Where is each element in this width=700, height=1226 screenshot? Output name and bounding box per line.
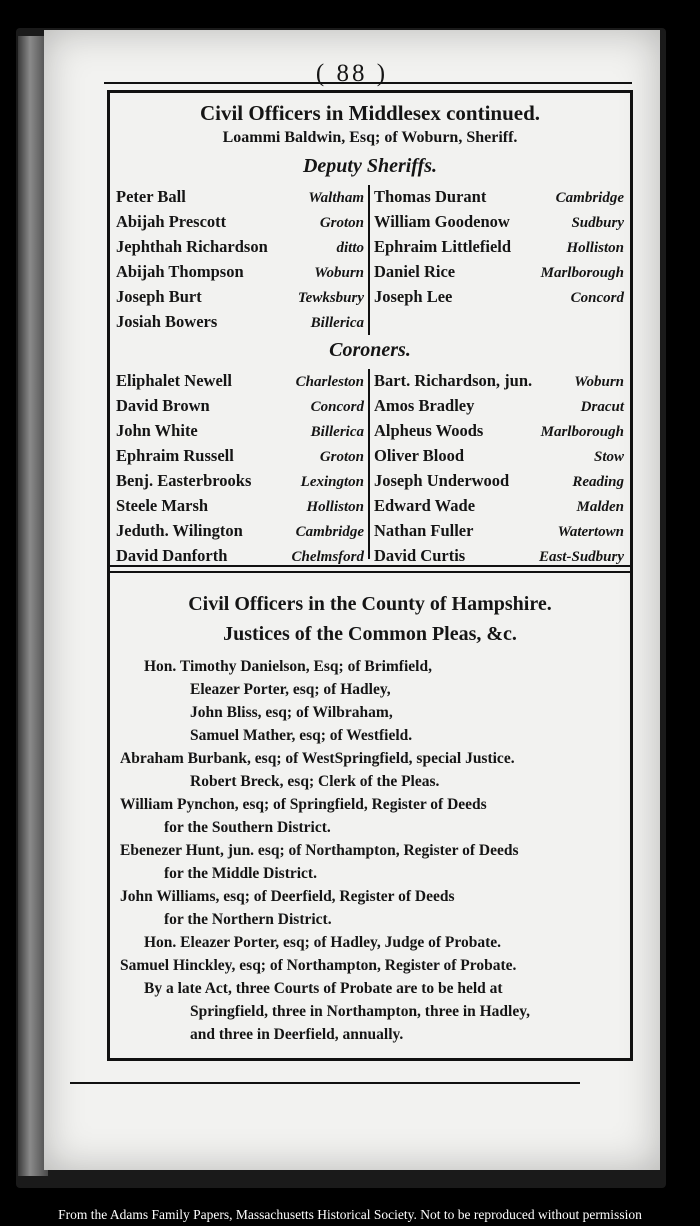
top-rule: [104, 82, 632, 84]
list-item: Jeduth. Wilington Cambridge: [116, 521, 364, 540]
hampshire-officers: [120, 655, 624, 1046]
list-item: Alpheus Woods Marlborough: [374, 421, 624, 440]
list-item: Oliver Blood Stow: [374, 446, 624, 465]
list-item: Thomas Durant Cambridge: [374, 187, 624, 206]
list-item: Eliphalet Newell Charleston: [116, 371, 364, 390]
bottom-rule: [70, 1082, 580, 1084]
list-item: Edward Wade Malden: [374, 496, 624, 515]
list-item: David Brown Concord: [116, 396, 364, 415]
list-item: Amos Bradley Dracut: [374, 396, 624, 415]
deputies-left: [116, 185, 370, 335]
officer-line: John Bliss, esq; of Wilbraham,: [190, 704, 393, 721]
list-item: Joseph Underwood Reading: [374, 471, 624, 490]
page-number: ( 88 ): [315, 60, 389, 87]
scanned-page: [44, 30, 660, 1170]
list-item: Abijah Thompson Woburn: [116, 262, 364, 281]
coroners-left: [116, 369, 370, 565]
officer-line: for the Northern District.: [164, 911, 332, 928]
content-frame: [107, 90, 633, 1061]
list-item: David Curtis East-Sudbury: [374, 546, 624, 565]
list-item: William Goodenow Sudbury: [374, 212, 624, 231]
coroners-right: [370, 369, 624, 565]
officer-line: Samuel Hinckley, esq; of Northampton, Register of Probate.: [120, 957, 517, 974]
officer-line: and three in Deerfield, annually.: [190, 1026, 404, 1043]
middlesex-title: Civil Officers in Middlesex continued.: [199, 101, 541, 125]
list-item: Steele Marsh Holliston: [116, 496, 364, 515]
officer-line: Hon. Timothy Danielson, Esq; of Brimfield,: [144, 658, 432, 675]
officer-line: Robert Breck, esq; Clerk of the Pleas.: [190, 773, 440, 790]
deputies-columns: [116, 185, 624, 335]
list-item: Daniel Rice Marlborough: [374, 262, 624, 281]
justices-heading: Justices of the Common Pleas, &c.: [223, 623, 517, 645]
hampshire-title: Civil Officers in the County of Hampshire.: [188, 593, 552, 615]
officer-line: Springfield, three in Northampton, three in Hadley,: [190, 1003, 531, 1020]
list-item: Joseph Burt Tewksbury: [116, 287, 364, 306]
list-item: Abijah Prescott Groton: [116, 212, 364, 231]
officer-line: for the Middle District.: [164, 865, 317, 882]
officer-line: for the Southern District.: [164, 819, 331, 836]
copyright-footer: From the Adams Family Papers, Massachusetts Historical Society. Not to be reproduced without permission: [58, 1207, 642, 1222]
sheriff-line: Loammi Baldwin, Esq; of Woburn, Sheriff.: [222, 129, 518, 146]
list-item: Jephthah Richardson ditto: [116, 237, 364, 256]
list-item: Ephraim Russell Groton: [116, 446, 364, 465]
list-item: Bart. Richardson, jun. Woburn: [374, 371, 624, 390]
list-item: Nathan Fuller Watertown: [374, 521, 624, 540]
list-item: Peter Ball Waltham: [116, 187, 364, 206]
section-divider: [110, 565, 630, 567]
officer-line: Hon. Eleazer Porter, esq; of Hadley, Judge of Probate.: [144, 934, 502, 951]
section-divider-2: [110, 571, 630, 573]
officer-line: Abraham Burbank, esq; of WestSpringfield, special Justice.: [120, 750, 515, 767]
coroners-columns: [116, 369, 624, 565]
officer-line: By a late Act, three Courts of Probate are to be held at: [144, 980, 503, 997]
officer-line: Samuel Mather, esq; of Westfield.: [190, 727, 413, 744]
officer-line: Eleazer Porter, esq; of Hadley,: [190, 681, 391, 698]
deputies-right: [370, 185, 624, 335]
list-item: John White Billerica: [116, 421, 364, 440]
officer-line: William Pynchon, esq; of Springfield, Register of Deeds: [120, 796, 487, 813]
list-item: Joseph Lee Concord: [374, 287, 624, 306]
deputy-heading: Deputy Sheriffs.: [302, 155, 438, 177]
list-item: David Danforth Chelmsford: [116, 546, 364, 565]
officer-line: Ebenezer Hunt, jun. esq; of Northampton, Register of Deeds: [120, 842, 519, 859]
coroners-heading: Coroners.: [329, 339, 411, 361]
list-item: Josiah Bowers Billerica: [116, 312, 364, 331]
list-item: Ephraim Littlefield Holliston: [374, 237, 624, 256]
list-item: Benj. Easterbrooks Lexington: [116, 471, 364, 490]
officer-line: John Williams, esq; of Deerfield, Register of Deeds: [120, 888, 455, 905]
